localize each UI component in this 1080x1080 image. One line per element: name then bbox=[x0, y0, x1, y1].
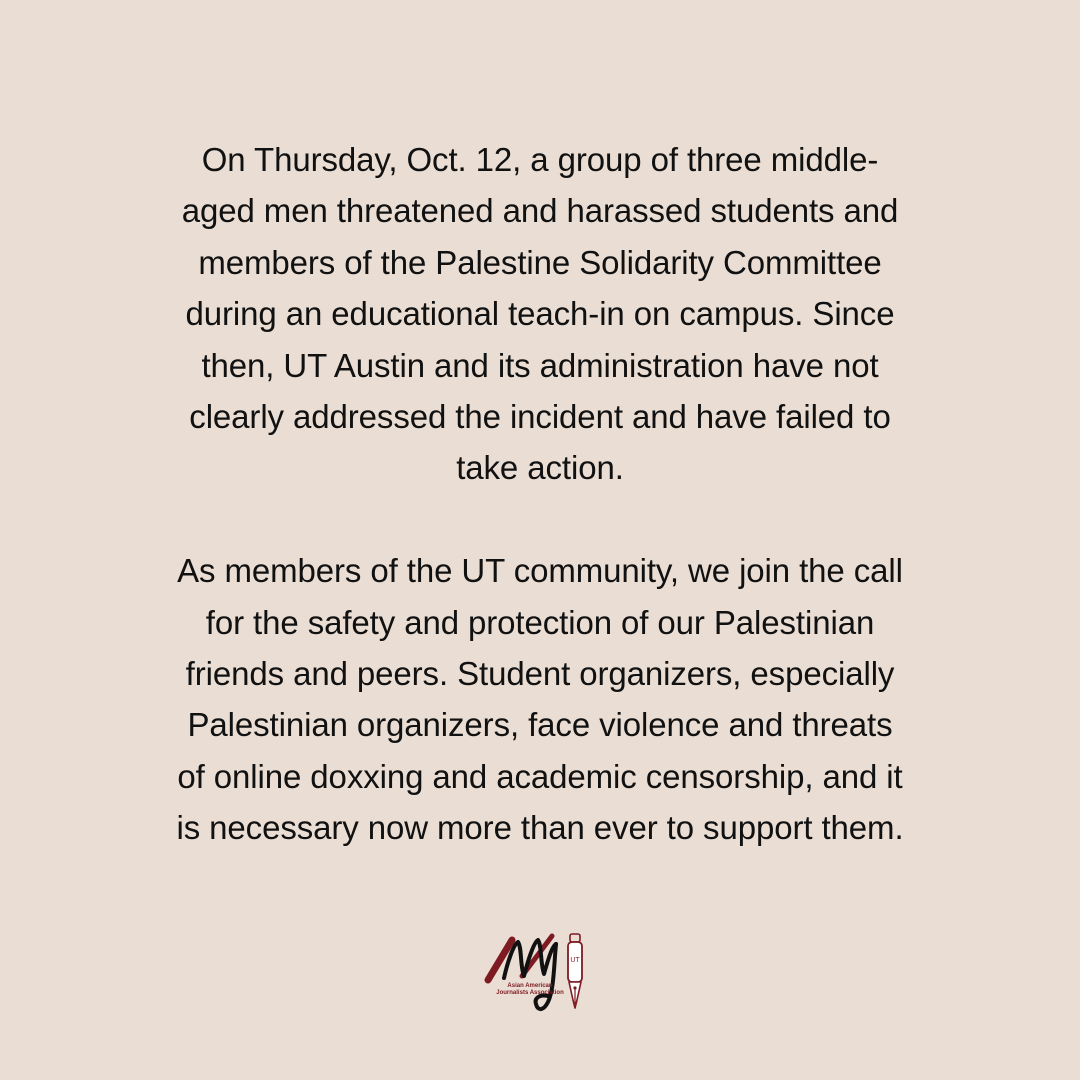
statement-line: of online doxxing and academic censorship, and it bbox=[177, 757, 903, 795]
statement-line: is necessary now more than ever to support them. bbox=[176, 809, 904, 847]
statement-line: clearly addressed the incident and have failed to bbox=[189, 398, 891, 436]
statement-line: friends and peers. Student organizers, especially bbox=[185, 655, 895, 693]
logo-text-line-1: Asian American bbox=[507, 983, 553, 989]
statement-line: On Thursday, Oct. 12, a group of three middle- bbox=[201, 141, 879, 178]
statement-line: for the safety and protection of our Palestinian bbox=[205, 603, 875, 641]
logo-text-line-2: Journalists Association bbox=[496, 990, 564, 996]
statement-line: As members of the UT community, we join the call bbox=[177, 552, 903, 590]
statement-line: during an educational teach-in on campus. Since bbox=[185, 295, 895, 333]
pen-ut-label: UT bbox=[570, 957, 580, 964]
aaja-monogram-icon bbox=[482, 930, 600, 1016]
statement-line: Palestinian organizers, face violence and threats bbox=[187, 706, 893, 744]
aaja-ut-logo bbox=[482, 930, 600, 1016]
statement-paragraph-1 bbox=[120, 134, 960, 494]
statement-text bbox=[120, 134, 960, 854]
statement-line: then, UT Austin and its administration have not bbox=[201, 346, 879, 384]
statement-paragraph-2 bbox=[120, 545, 960, 853]
statement-line: take action. bbox=[456, 449, 624, 487]
statement-line: aged men threatened and harassed students and bbox=[181, 192, 899, 230]
statement-line: members of the Palestine Solidarity Committee bbox=[198, 243, 882, 281]
